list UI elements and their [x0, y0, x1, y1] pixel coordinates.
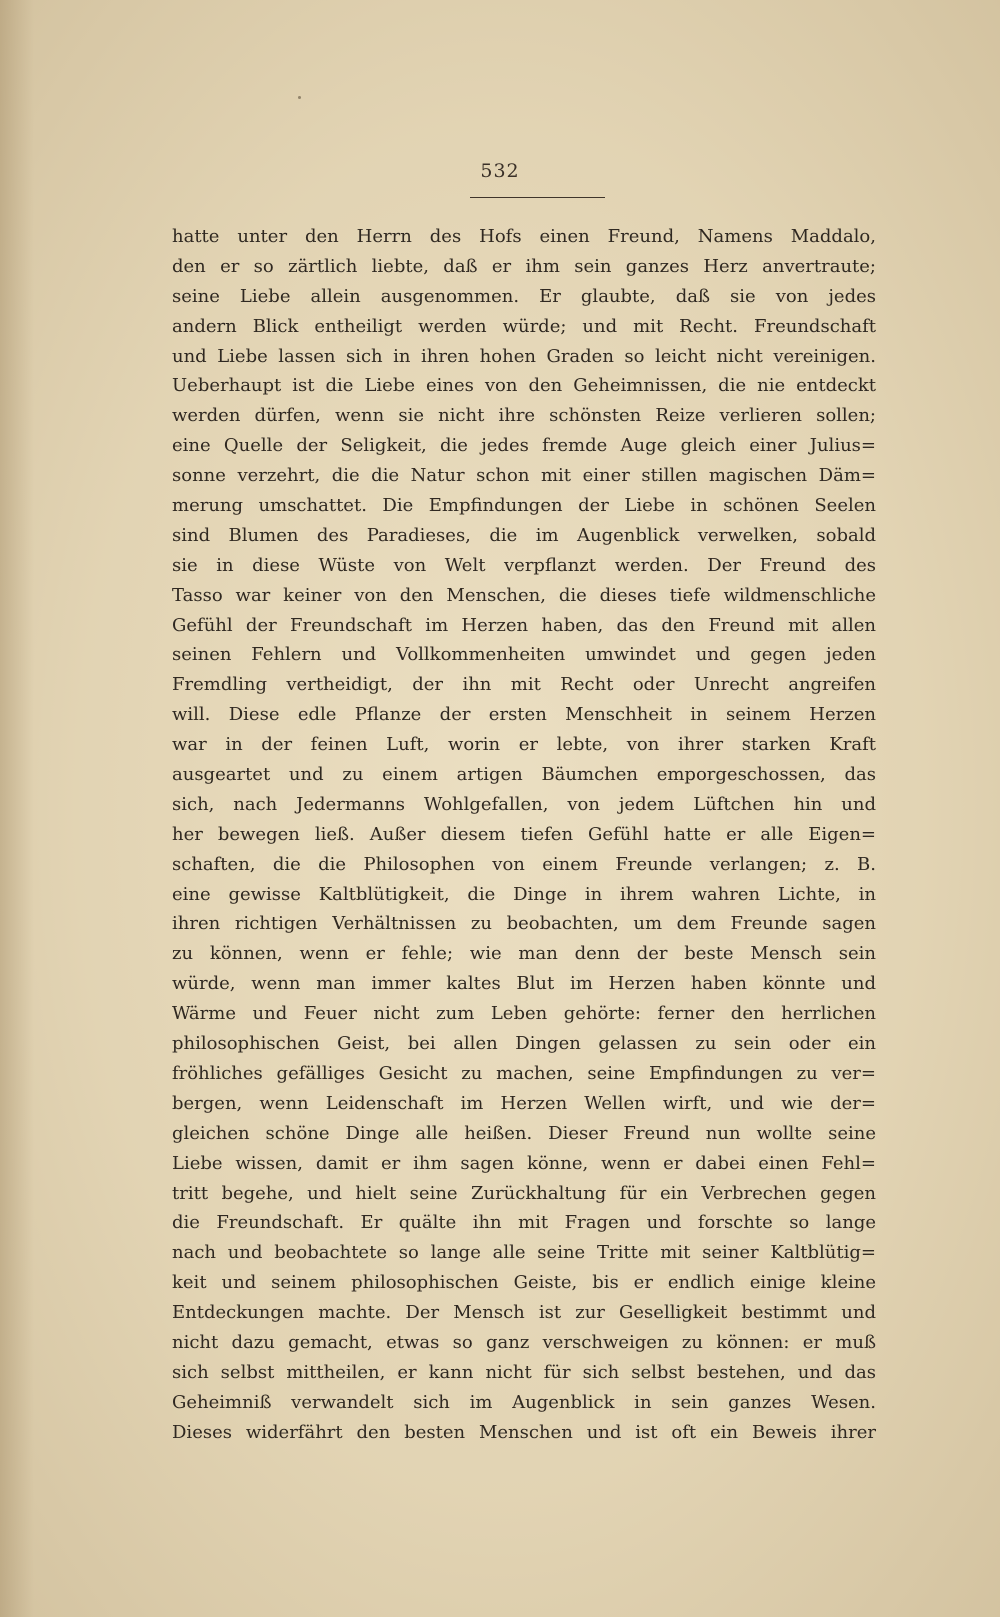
text-line: tritt begehe, und hielt seine Zurückhaltung für ein Verbrechen gegen [172, 1182, 876, 1204]
text-line: Ueberhaupt ist die Liebe eines von den Geheimnissen, die nie entdeckt [172, 375, 876, 397]
text-line: Fremdling vertheidigt, der ihn mit Recht oder Unrecht angreifen [172, 674, 876, 696]
text-line: sind Blumen des Paradieses, die im Augenblick verwelken, sobald [172, 524, 876, 546]
text-line: Liebe wissen, damit er ihm sagen könne, wenn er dabei einen Fehl= [172, 1152, 876, 1174]
text-line: bergen, wenn Leidenschaft im Herzen Wellen wirft, und wie der= [172, 1092, 876, 1114]
page-gutter-shadow [0, 0, 34, 1617]
text-line: fröhliches gefälliges Gesicht zu machen, seine Empfindungen zu ver= [172, 1062, 876, 1084]
text-line: merung umschattet. Die Empfindungen der Liebe in schönen Seelen [172, 495, 876, 517]
text-line: Wärme und Feuer nicht zum Leben gehörte: ferner den herrlichen [172, 1003, 876, 1025]
text-line: nicht dazu gemacht, etwas so ganz verschweigen zu können: er muß [172, 1331, 876, 1353]
text-line: Dieses widerfährt den besten Menschen und ist oft ein Beweis ihrer [172, 1421, 876, 1443]
text-line: eine Quelle der Seligkeit, die jedes fremde Auge gleich einer Julius= [172, 435, 876, 457]
text-line: sonne verzehrt, die die Natur schon mit einer stillen magischen Däm= [172, 465, 876, 487]
text-line: philosophischen Geist, bei allen Dingen gelassen zu sein oder ein [172, 1033, 876, 1055]
text-line: keit und seinem philosophischen Geiste, bis er endlich einige kleine [172, 1272, 876, 1294]
text-line: will. Diese edle Pflanze der ersten Menschheit in seinem Herzen [172, 704, 876, 726]
text-line: her bewegen ließ. Außer diesem tiefen Gefühl hatte er alle Eigen= [172, 823, 876, 845]
text-line: zu können, wenn er fehle; wie man denn der beste Mensch sein [172, 943, 876, 965]
text-line: andern Blick entheiligt werden würde; und mit Recht. Freundschaft [172, 315, 876, 337]
text-line: und Liebe lassen sich in ihren hohen Graden so leicht nicht vereinigen. [172, 345, 876, 367]
page-number: 532 [480, 160, 520, 182]
text-line: Geheimniß verwandelt sich im Augenblick in sein ganzes Wesen. [172, 1391, 876, 1413]
text-line: seinen Fehlern und Vollkommenheiten umwindet und gegen jeden [172, 644, 876, 666]
text-line: die Freundschaft. Er quälte ihn mit Fragen und forschte so lange [172, 1212, 876, 1234]
header-rule [470, 197, 605, 198]
text-line: seine Liebe allein ausgenommen. Er glaubte, daß sie von jedes [172, 285, 876, 307]
text-line: Entdeckungen machte. Der Mensch ist zur Geselligkeit bestimmt und [172, 1302, 876, 1324]
text-line: sich selbst mittheilen, er kann nicht für sich selbst bestehen, und das [172, 1361, 876, 1383]
text-line: nach und beobachtete so lange alle seine Tritte mit seiner Kaltblütig= [172, 1242, 876, 1264]
text-line: ausgeartet und zu einem artigen Bäumchen emporgeschossen, das [172, 764, 876, 786]
text-line: Gefühl der Freundschaft im Herzen haben, das den Freund mit allen [172, 614, 876, 636]
paper-speck [298, 96, 301, 99]
text-line: war in der feinen Luft, worin er lebte, von ihrer starken Kraft [172, 734, 876, 756]
text-line: sich, nach Jedermanns Wohlgefallen, von jedem Lüftchen hin und [172, 793, 876, 815]
text-line: hatte unter den Herrn des Hofs einen Freund, Namens Maddalo, [172, 226, 876, 247]
text-line: gleichen schöne Dinge alle heißen. Dieser Freund nun wollte seine [172, 1122, 876, 1144]
text-line: werden dürfen, wenn sie nicht ihre schönsten Reize verlieren sollen; [172, 405, 876, 427]
text-line: würde, wenn man immer kaltes Blut im Herzen haben könnte und [172, 973, 876, 995]
text-line: eine gewisse Kaltblütigkeit, die Dinge in ihrem wahren Lichte, in [172, 883, 876, 905]
text-line: ihren richtigen Verhältnissen zu beobachten, um dem Freunde sagen [172, 913, 876, 935]
text-line: Tasso war keiner von den Menschen, die dieses tiefe wildmenschliche [172, 584, 876, 606]
text-line: sie in diese Wüste von Welt verpflanzt werden. Der Freund des [172, 554, 876, 576]
text-line: den er so zärtlich liebte, daß er ihm sein ganzes Herz anvertraute; [172, 255, 876, 277]
text-line: schaften, die die Philosophen von einem Freunde verlangen; z. B. [172, 853, 876, 875]
body-text [172, 222, 876, 1448]
